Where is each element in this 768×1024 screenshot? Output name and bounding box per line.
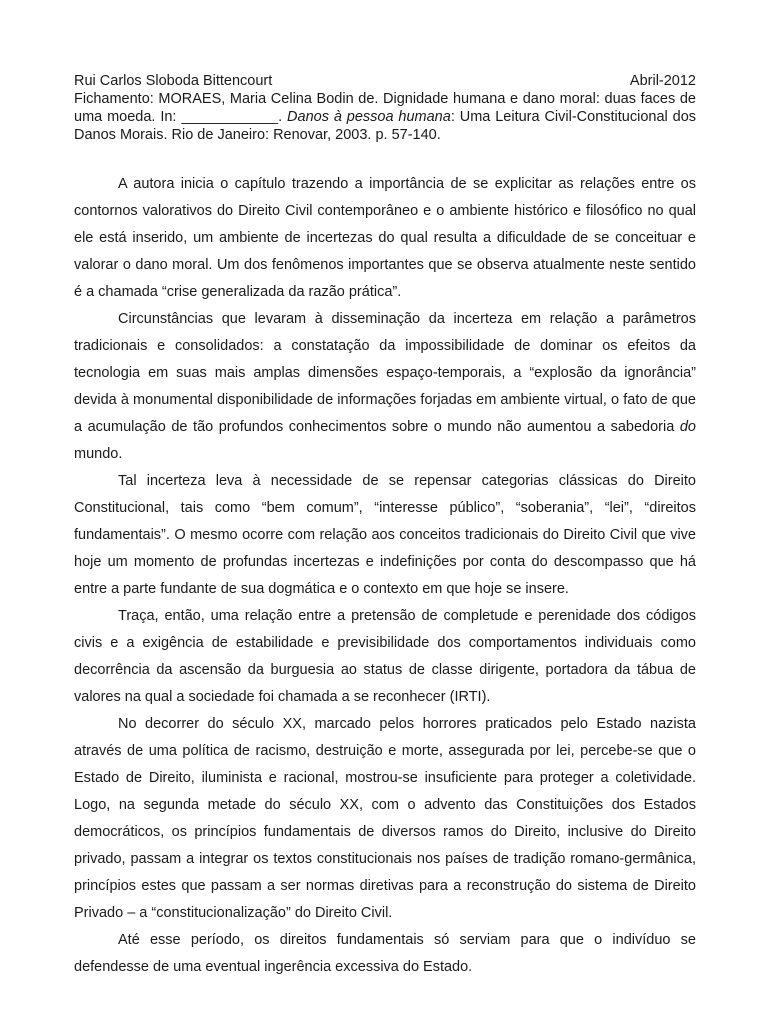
paragraph-4: Traça, então, uma relação entre a pretensão de completude e perenidade dos códigos civis e a exigência de estabilidade e previsibilidade dos comportamentos individuais como decorrência da ascensão da burguesia ao status de classe dirigente, portadora da tábua de valores na qual a sociedade foi chamada a se reconhecer (IRTI).: [74, 608, 696, 705]
document-date: Abril-2012: [629, 73, 696, 89]
paragraph-3: Tal incerteza leva à necessidade de se repensar categorias clássicas do Direito Constitucional, tais como “bem comum”, “interesse público”, “soberania”, “lei”, “direitos fundamentais”. O mesmo ocorre com relação aos conceitos tradicionais do Direito Civil que vive hoje um momento de profundas incertezas e indefinições por conta do descompasso que há entre a parte fundante de sua dogmática e o contexto em que hoje se insere.: [74, 473, 696, 597]
paragraph-5: No decorrer do século XX, marcado pelos horrores praticados pelo Estado nazista através de uma política de racismo, destruição e morte, assegurada por lei, percebe-se que o Estado de Direito, iluminista e racional, mostrou-se insuficiente para proteger a coletividade. Logo, na segunda metade do século XX, com o advento das Constituições dos Estados democráticos, os princípios fundamentais de diversos ramos do Direito, inclusive do Direito privado, passam a integrar os textos constitucionais nos países de tradição romano-germânica, princípios estes que passam a ser normas diretivas para a reconstrução do sistema de Direito Privado – a “constitucionalização” do Direito Civil.: [74, 716, 696, 921]
citation-text: Fichamento: MORAES, Maria Celina Bodin de. Dignidade humana e dano moral: duas faces de uma moeda. In: ____________.: [74, 91, 696, 125]
paragraph-2-end: mundo.: [74, 446, 123, 462]
paragraph-2-text: Circunstâncias que levaram à disseminação da incerteza em relação a parâmetros tradicionais e consolidados: a constatação da impossibilidade de dominar os efeitos da tecnologia em suas mais amplas dimensões espaço-temporais, a “explosão da ignorância” devida à monumental disponibilidade de informações forjadas em ambiente virtual, o fato de que a acumulação de tão profundos conhecimentos sobre o mundo não aumentou a sabedoria: [74, 311, 696, 435]
paragraph-2-emphasis: do: [679, 419, 696, 435]
document-header: [74, 72, 696, 90]
paragraph-1: A autora inicia o capítulo trazendo a importância de se explicitar as relações entre os contornos valorativos do Direito Civil contemporâneo e o ambiente histórico e filosófico no qual ele está inserido, um ambiente de incertezas do qual resulta a dificuldade de se conceituar e valorar o dano moral. Um dos fenômenos importantes que se observa atualmente neste sentido é a chamada “crise generalizada da razão prática”.: [74, 176, 696, 300]
paragraph-2: [74, 306, 696, 468]
bibliographic-citation: [74, 90, 696, 144]
citation-text-rest: : Uma Leitura Civil-Constitucional dos Danos Morais. Rio de Janeiro: Renovar, 2003. p. 57-140.: [74, 109, 697, 143]
paragraph-6: Até esse período, os direitos fundamentais só serviam para que o indivíduo se defendesse de uma eventual ingerência excessiva do Estado.: [74, 932, 696, 975]
document-body: [74, 171, 696, 981]
author-name: Rui Carlos Sloboda Bittencourt: [74, 73, 273, 89]
citation-book-title: Danos à pessoa humana: [287, 109, 451, 125]
